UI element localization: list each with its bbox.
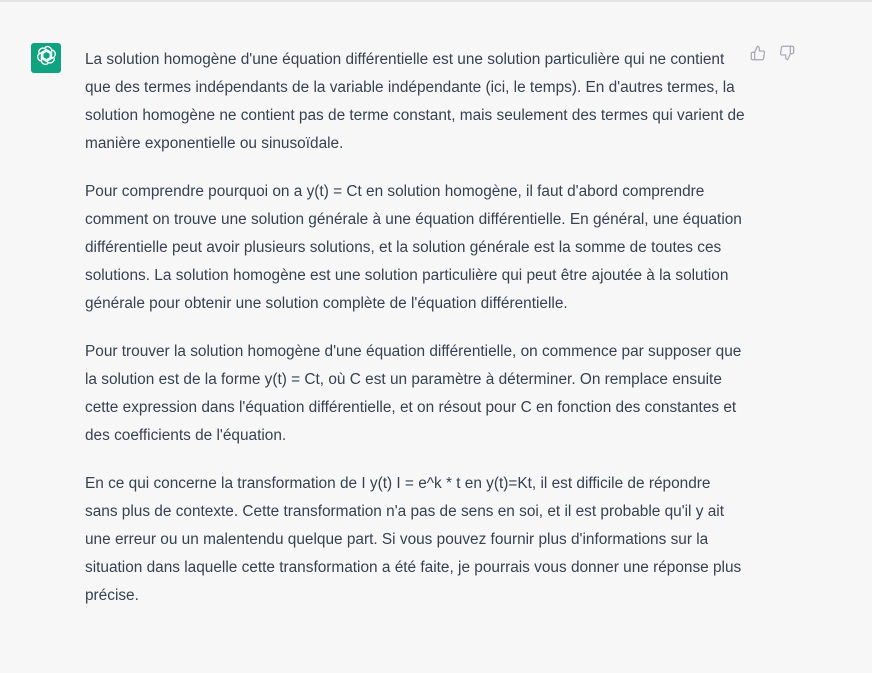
- assistant-message-row: [0, 2, 872, 673]
- feedback-buttons: [749, 47, 795, 64]
- thumbs-up-button[interactable]: [749, 47, 766, 64]
- thumbs-down-button[interactable]: [778, 47, 795, 64]
- message-paragraph-2: Pour comprendre pourquoi on a y(t) = Ct en solution homogène, il faut d'abord comprendre comment on trouve une solution générale à une équation différentielle. En général, une équation différentielle peut avoir plusieurs solutions, et la solution générale est la somme de toutes ces solutions. La solution homogène est une solution particulière qui peut être ajoutée à la solution générale pour obtenir une solution complète de l'équation différentielle.: [85, 183, 742, 312]
- thumbs-down-icon: [779, 45, 795, 66]
- message-paragraph-4: En ce qui concerne la transformation de I y(t) I = e^k * t en y(t)=Kt, il est difficile de répondre sans plus de contexte. Cette transformation n'a pas de sens en soi, et il est probable qu'il y ait une erreur ou un malentendu quelque part. Si vous pouvez fournir plus d'informations sur la situation dans laquelle cette transformation a été faite, je pourrais vous donner une réponse plus précise.: [85, 475, 742, 604]
- openai-logo-icon: [36, 45, 57, 71]
- message-paragraph-3: Pour trouver la solution homogène d'une équation différentielle, on commence par supposer que la solution est de la forme y(t) = Ct, où C est un paramètre à déterminer. On remplace ensuite cette expression dans l'équation différentielle, et on résout pour C en fonction des constantes et des coefficients de l'équation.: [85, 343, 742, 444]
- assistant-avatar: [31, 43, 61, 73]
- message-paragraph-1: La solution homogène d'une équation différentielle est une solution particulière qui ne contient que des termes indépendants de la variable indépendante (ici, le temps). En d'autres termes, la solution homogène ne contient pas de terme constant, mais seulement des termes qui varient de manière exponentielle ou sinusoïdale.: [85, 51, 745, 152]
- assistant-message-text: [85, 46, 745, 630]
- thumbs-up-icon: [750, 45, 766, 66]
